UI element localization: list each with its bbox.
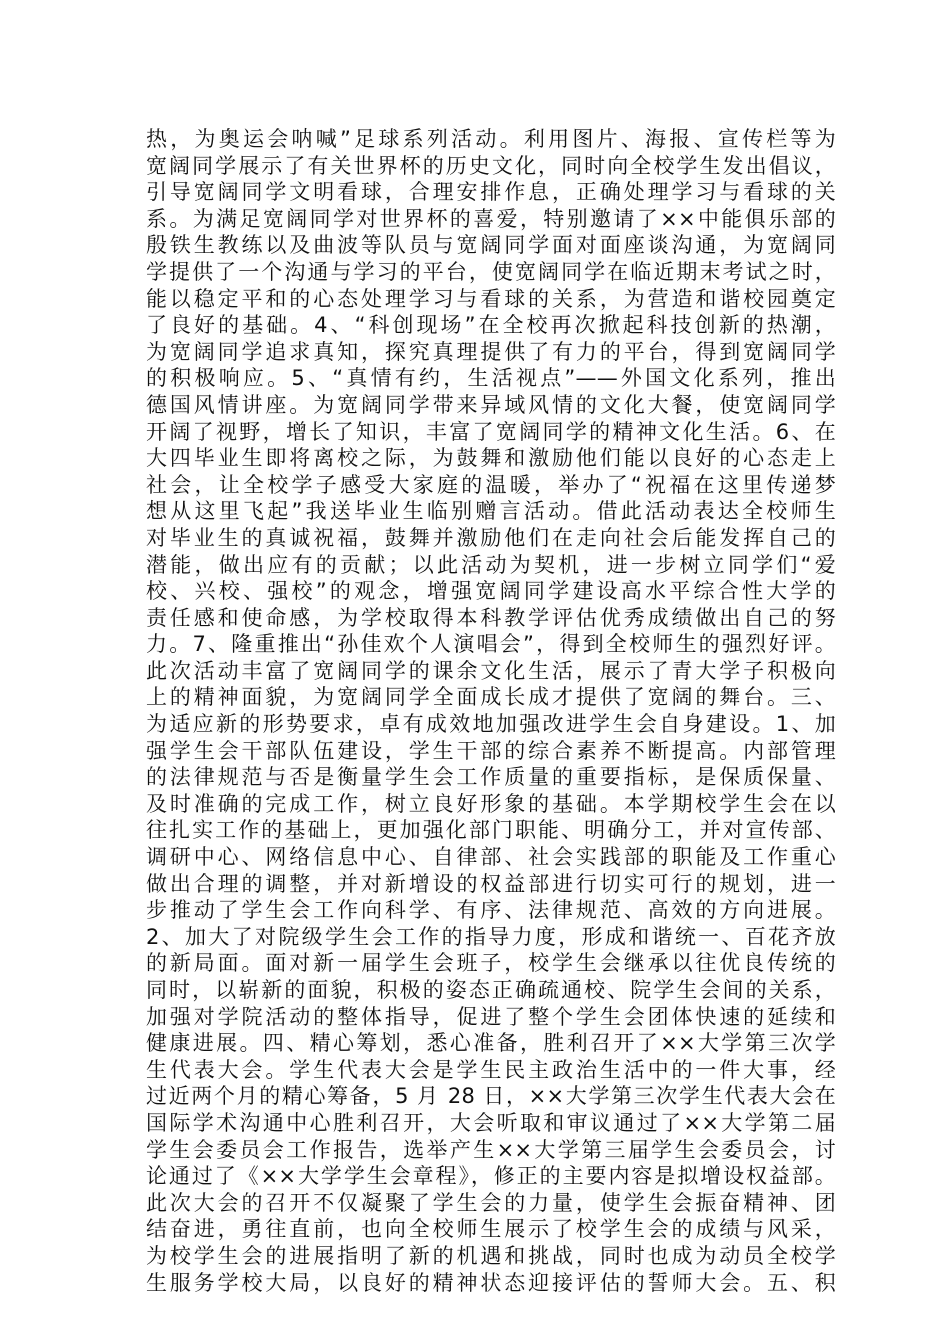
- text-line: 力。7、隆重推出“孙佳欢个人演唱会”，得到全校师生的强烈好评。: [146, 632, 836, 657]
- text-line: 为宽阔同学追求真知，探究真理提供了有力的平台，得到宽阔同学: [146, 339, 836, 364]
- text-line: 的积极响应。5、“真情有约，生活视点”——外国文化系列，推出: [146, 366, 836, 391]
- text-line: 步推动了学生会工作向科学、有序、法律规范、高效的方向进展。: [146, 898, 836, 923]
- text-line: 德国风情讲座。为宽阔同学带来异域风情的文化大餐，使宽阔同学: [146, 392, 836, 417]
- text-line: 调研中心、网络信息中心、自律部、社会实践部的职能及工作重心: [146, 845, 836, 870]
- text-line: 生代表大会。学生代表大会是学生民主政治生活中的一件大事，经: [146, 1057, 836, 1082]
- text-line: 的法律规范与否是衡量学生会工作质量的重要指标，是保质保量、: [146, 765, 836, 790]
- text-line: 国际学术沟通中心胜利召开，大会听取和审议通过了××大学第二届: [146, 1110, 836, 1135]
- text-line: 学生会委员会工作报告，选举产生××大学第三届学生会委员会，讨: [146, 1137, 836, 1162]
- text-line: 校、兴校、强校”的观念，增强宽阔同学建设高水平综合性大学的: [146, 579, 836, 604]
- text-line: 上的精神面貌，为宽阔同学全面成长成才提供了宽阔的舞台。三、: [146, 685, 836, 710]
- text-line: 此次大会的召开不仅凝聚了学生会的力量，使学生会振奋精神、团: [146, 1190, 836, 1215]
- text-line: 学提供了一个沟通与学习的平台，使宽阔同学在临近期末考试之时，: [146, 259, 836, 284]
- text-line: 想从这里飞起”我送毕业生临别赠言活动。借此活动表达全校师生: [146, 499, 836, 524]
- text-line: 2、加大了对院级学生会工作的指导力度，形成和谐统一、百花齐放: [146, 924, 836, 949]
- text-line: 大四毕业生即将离校之际，为鼓舞和激励他们能以良好的心态走上: [146, 446, 836, 471]
- text-line: 系。为满足宽阔同学对世界杯的喜爱，特别邀请了××中能俱乐部的: [146, 206, 836, 231]
- text-line: 热，为奥运会呐喊”足球系列活动。利用图片、海报、宣传栏等为: [146, 127, 836, 151]
- text-line: 殷铁生教练以及曲波等队员与宽阔同学面对面座谈沟通，为宽阔同: [146, 233, 836, 258]
- text-line: 同时，以崭新的面貌，积极的姿态正确疏通校、院学生会间的关系，: [146, 978, 836, 1002]
- text-line: 引导宽阔同学文明看球，合理安排作息，正确处理学习与看球的关: [146, 180, 836, 205]
- text-line: 加强对学院活动的整体指导，促进了整个学生会团体快速的延续和: [146, 1004, 836, 1029]
- text-line: 健康进展。四、精心筹划，悉心准备，胜利召开了××大学第三次学: [146, 1031, 836, 1056]
- text-line: 强学生会干部队伍建设，学生干部的综合素养不断提高。内部管理: [146, 738, 836, 763]
- text-line: 对毕业生的真诚祝福，鼓舞并激励他们在走向社会后能发挥自己的: [146, 525, 836, 550]
- text-line: 潜能，做出应有的贡献；以此活动为契机，进一步树立同学们“爱: [146, 552, 836, 577]
- text-line: 做出合理的调整，并对新增设的权益部进行切实可行的规划，进一: [146, 871, 836, 896]
- text-line: 及时准确的完成工作，树立良好形象的基础。本学期校学生会在以: [146, 791, 836, 816]
- body-text: [146, 126, 836, 1296]
- text-line: 过近两个月的精心筹备，5 月 28 日，××大学第三次学生代表大会在: [146, 1084, 836, 1109]
- text-line: 结奋进，勇往直前，也向全校师生展示了校学生会的成绩与风采，: [146, 1217, 836, 1242]
- text-line: 为校学生会的进展指明了新的机遇和挑战，同时也成为动员全校学: [146, 1243, 836, 1268]
- text-line: 为适应新的形势要求，卓有成效地加强改进学生会自身建设。1、加: [146, 712, 836, 737]
- text-line: 了良好的基础。4、“科创现场”在全校再次掀起科技创新的热潮，: [146, 313, 836, 338]
- text-line: 开阔了视野，增长了知识，丰富了宽阔同学的精神文化生活。6、在: [146, 419, 836, 444]
- text-line: 责任感和使命感，为学校取得本科教学评估优秀成绩做出自己的努: [146, 605, 836, 630]
- text-line: 能以稳定平和的心态处理学习与看球的关系，为营造和谐校园奠定: [146, 286, 836, 311]
- text-line: 此次活动丰富了宽阔同学的课余文化生活，展示了青大学子积极向: [146, 658, 836, 683]
- text-line: 宽阔同学展示了有关世界杯的历史文化，同时向全校学生发出倡议，: [146, 153, 836, 178]
- text-line: 社会，让全校学子感受大家庭的温暖，举办了“祝福在这里传递梦: [146, 472, 836, 497]
- text-line: 的新局面。面对新一届学生会班子，校学生会继承以往优良传统的: [146, 951, 836, 976]
- text-line: 论通过了《××大学学生会章程》，修正的主要内容是拟增设权益部。: [146, 1164, 836, 1189]
- text-line: 生服务学校大局，以良好的精神状态迎接评估的誓师大会。五、积: [146, 1270, 836, 1295]
- text-line: 往扎实工作的基础上，更加强化部门职能、明确分工，并对宣传部、: [146, 818, 836, 843]
